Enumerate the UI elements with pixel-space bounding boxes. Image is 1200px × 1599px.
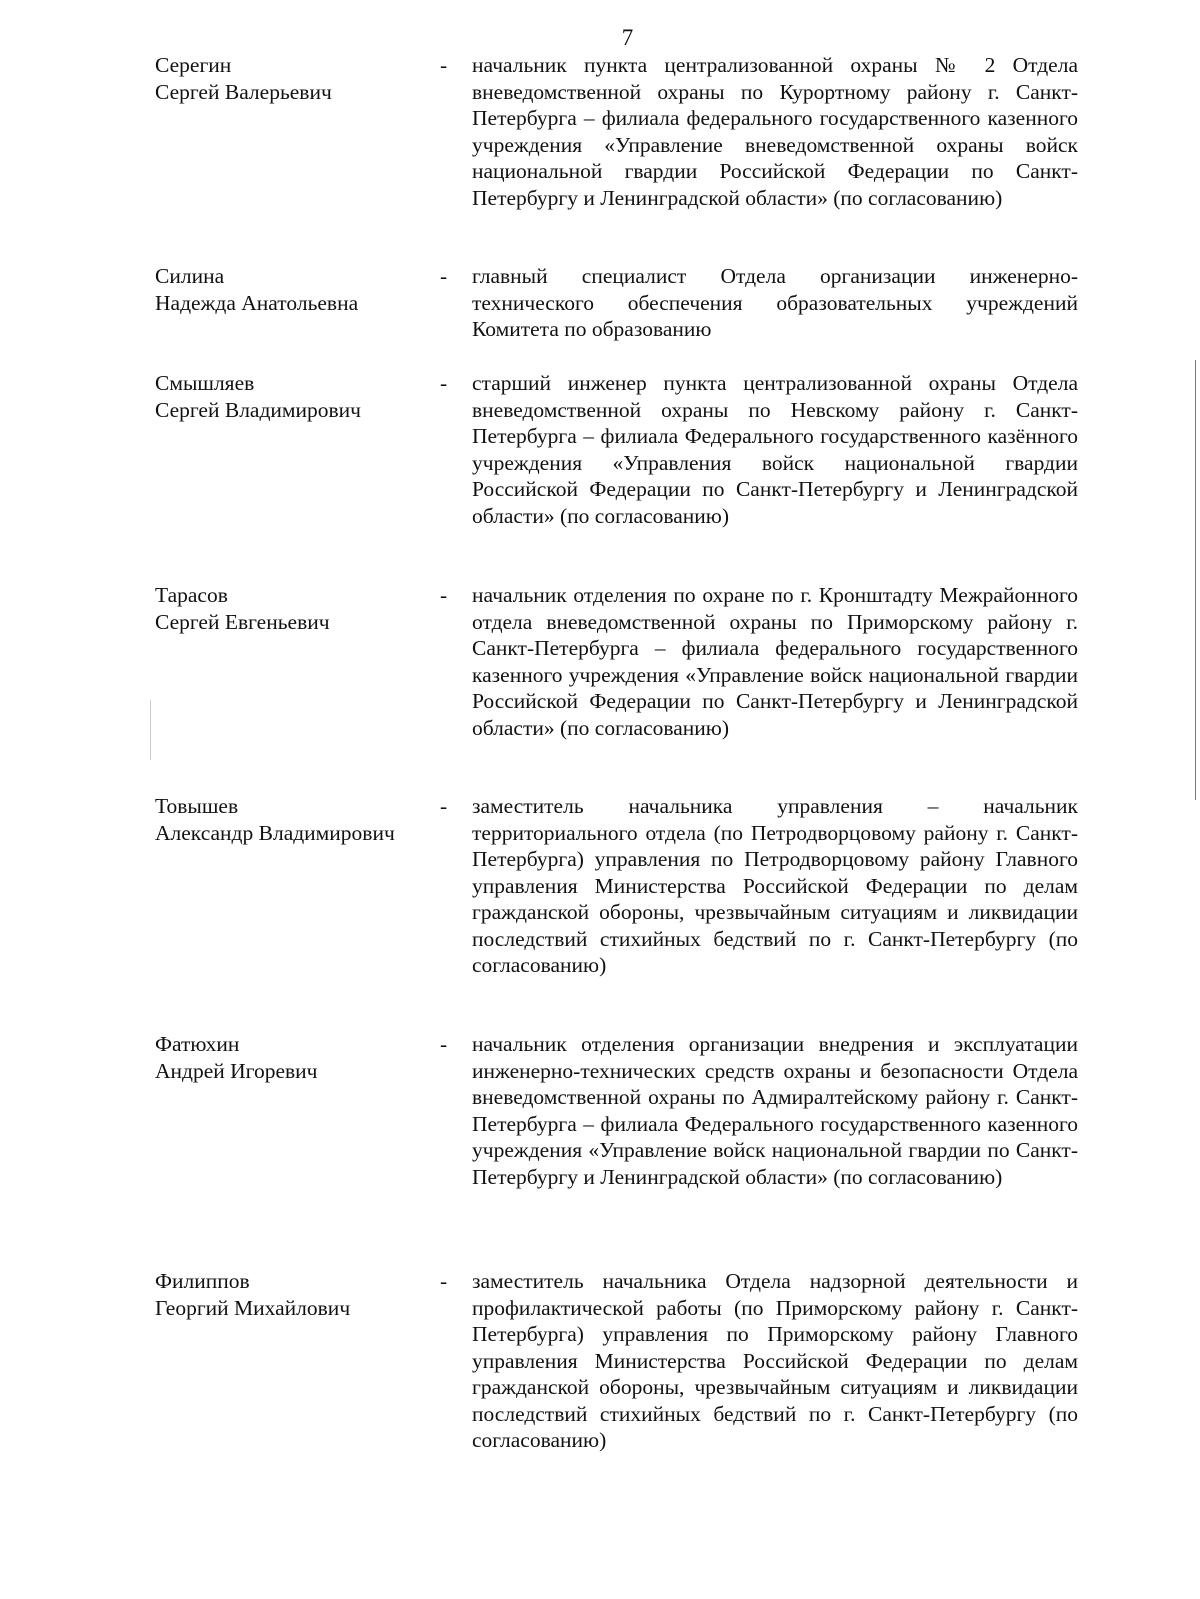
person-name	[155, 370, 448, 423]
given-names: Александр Владимирович	[155, 820, 395, 845]
separator-dash: -	[440, 53, 448, 77]
page-number: 7	[621, 25, 634, 50]
surname: Силина	[155, 264, 225, 288]
position-description: главный специалист Отдела организации инженерно-технического обеспечения образовательных учреждений Комитета по образованию	[472, 264, 1078, 341]
person-name	[155, 582, 448, 635]
person-name	[155, 52, 448, 105]
surname: Филиппов	[155, 1269, 250, 1293]
scan-edge-line	[150, 700, 151, 760]
person-name	[155, 263, 448, 316]
given-names: Сергей Владимирович	[155, 397, 361, 422]
surname: Фатюхин	[155, 1032, 240, 1056]
person-name	[155, 1031, 448, 1084]
position-description: старший инженер пункта централизованной охраны Отдела вневедомственной охраны по Невскому району г. Санкт-Петербурга – филиала Федерального государственного казённого учреждения «Управления войск национальной гвардии Российской Федерации по Санкт-Петербургу и Ленинградской области» (по согласованию)	[472, 371, 1078, 528]
surname: Товышев	[155, 794, 239, 818]
separator-dash: -	[440, 264, 448, 288]
separator-dash: -	[440, 794, 448, 818]
given-names: Сергей Евгеньевич	[155, 609, 330, 634]
separator-dash: -	[440, 583, 448, 607]
position-description: начальник пункта централизованной охраны № 2 Отдела вневедомственной охраны по Курортному району г. Санкт-Петербурга – филиала федерального государственного казенного учреждения «Управление вневедомственной охраны войск национальной гвардии Российской Федерации по Санкт-Петербургу и Ленинградской области» (по согласованию)	[472, 53, 1078, 210]
separator-dash: -	[440, 1269, 448, 1293]
separator-dash: -	[440, 1032, 448, 1056]
given-names: Сергей Валерьевич	[155, 79, 332, 104]
person-name	[155, 793, 448, 846]
position-description: заместитель начальника Отдела надзорной деятельности и профилактической работы (по Приморскому району г. Санкт-Петербурга) управления по Приморскому району Главного управления Министерства Российской Федерации по делам гражданской обороны, чрезвычайным ситуациям и ликвидации последствий стихийных бедствий по г. Санкт-Петербургу (по согласованию)	[472, 1269, 1078, 1452]
position-description: заместитель начальника управления – начальник территориального отдела (по Петродворцовому району г. Санкт-Петербурга) управления по Петродворцовому району Главного управления Министерства Российской Федерации по делам гражданской обороны, чрезвычайным ситуациям и ликвидации последствий стихийных бедствий по г. Санкт-Петербургу (по согласованию)	[472, 794, 1078, 977]
given-names: Андрей Игоревич	[155, 1058, 318, 1083]
person-name	[155, 1268, 448, 1321]
separator-dash: -	[440, 371, 448, 395]
scan-edge-line	[1195, 360, 1196, 800]
surname: Тарасов	[155, 583, 228, 607]
given-names: Надежда Анатольевна	[155, 290, 359, 315]
surname: Серегин	[155, 53, 232, 77]
surname: Смышляев	[155, 371, 255, 395]
position-description: начальник отделения по охране по г. Кронштадту Межрайонного отдела вневедомственной охраны по Приморскому району г. Санкт-Петербурга – филиала федерального государственного казенного учреждения «Управление войск национальной гвардии Российской Федерации по Санкт-Петербургу и Ленинградской области» (по согласованию)	[472, 583, 1078, 740]
given-names: Георгий Михайлович	[155, 1295, 351, 1320]
position-description: начальник отделения организации внедрения и эксплуатации инженерно-технических средств охраны и безопасности Отдела вневедомственной охраны по Адмиралтейскому району г. Санкт-Петербурга – филиала Федерального государственного казенного учреждения «Управление войск национальной гвардии по Санкт-Петербургу и Ленинградской области» (по согласованию)	[472, 1032, 1078, 1189]
